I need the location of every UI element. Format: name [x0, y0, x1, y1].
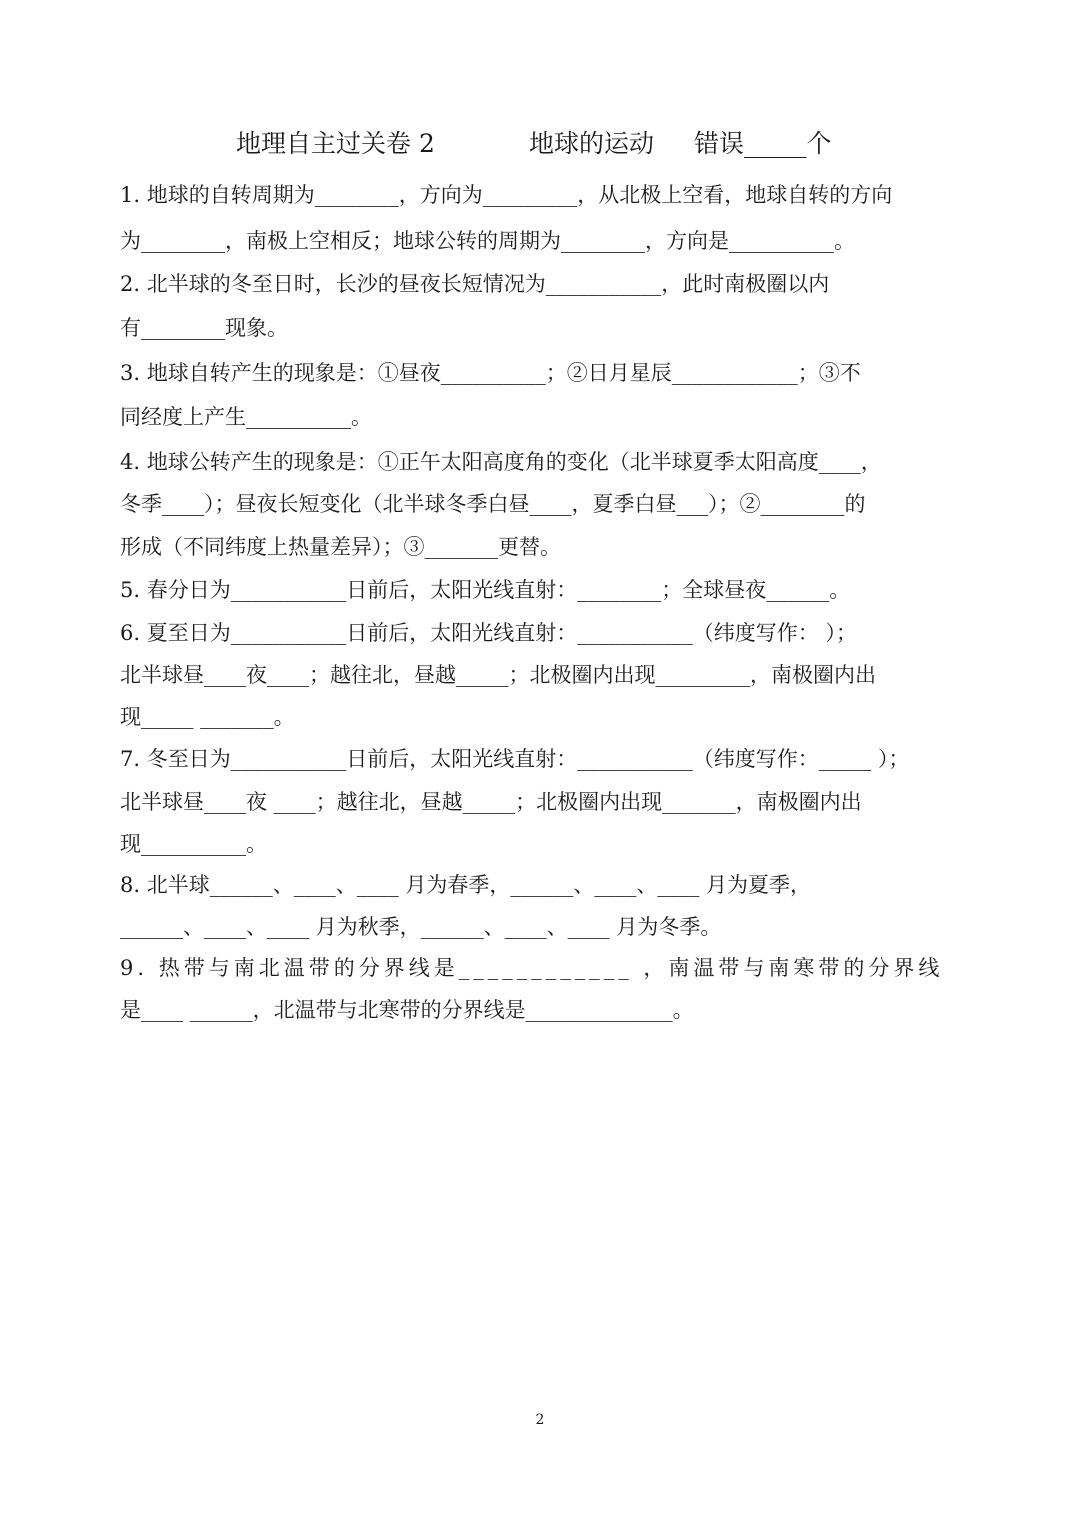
page-number: 2: [535, 1412, 545, 1428]
question-1-line-1: 1. 地球的自转周期为________，方向为_________，从北极上空看，地球自转的方向: [120, 183, 893, 207]
question-3-line-1: 3. 地球自转产生的现象是：①昼夜__________；②日月星辰____________；③不: [120, 361, 861, 385]
question-5-line-1: 5. 春分日为___________日前后，太阳光线直射：________；全球昼夜______。: [120, 578, 851, 602]
page-title: [236, 126, 876, 162]
question-3-line-2: 同经度上产生__________。: [120, 405, 372, 429]
title-left: 地理自主过关卷 2: [236, 129, 435, 158]
question-9-line-2: 是____ ______，北温带与北寒带的分界线是______________。: [120, 998, 694, 1022]
question-7-line-3: 现__________。: [120, 832, 267, 856]
question-7-line-1: 7. 冬至日为___________日前后，太阳光线直射：___________（纬度写作：_____ ）；: [120, 747, 910, 771]
question-6-line-1: 6. 夏至日为___________日前后，太阳光线直射：___________（纬度写作： ）；: [120, 621, 857, 645]
question-2-line-2: 有________现象。: [120, 316, 288, 340]
question-8-line-1: 8. 北半球______、____、____ 月为春季，______、____、____ 月为夏季，: [120, 873, 812, 897]
question-4-line-3: 形成（不同纬度上热量差异）；③_______更替。: [120, 535, 561, 559]
question-6-line-2: 北半球昼____夜____；越往北，昼越_____；北极圈内出现_________，南极圈内出: [120, 663, 876, 687]
question-7-line-2: 北半球昼____夜 ____；越往北，昼越_____；北极圈内出现_______，南极圈内出: [120, 790, 862, 814]
title-right: 错误_____个: [694, 129, 832, 158]
question-1-line-2: 为________，南极上空相反；地球公转的周期为________，方向是__________。: [120, 229, 855, 253]
question-4-line-1: 4. 地球公转产生的现象是：①正午太阳高度角的变化（北半球夏季太阳高度____，: [120, 450, 882, 474]
question-9-line-1: 9. 热带与南北温带的分界线是____________ ，南温带与南寒带的分界线: [120, 956, 944, 980]
question-6-line-3: 现_____ _______。: [120, 705, 295, 729]
title-mid: 地球的运动: [529, 129, 655, 158]
question-8-line-2: ______、____、____ 月为秋季，______、____、____ 月为冬季。: [120, 915, 722, 939]
question-2-line-1: 2. 北半球的冬至日时，长沙的昼夜长短情况为___________，此时南极圈以内: [120, 272, 830, 296]
question-4-line-2: 冬季____）；昼夜长短变化（北半球冬季白昼____，夏季白昼___）；②________的: [120, 492, 866, 516]
